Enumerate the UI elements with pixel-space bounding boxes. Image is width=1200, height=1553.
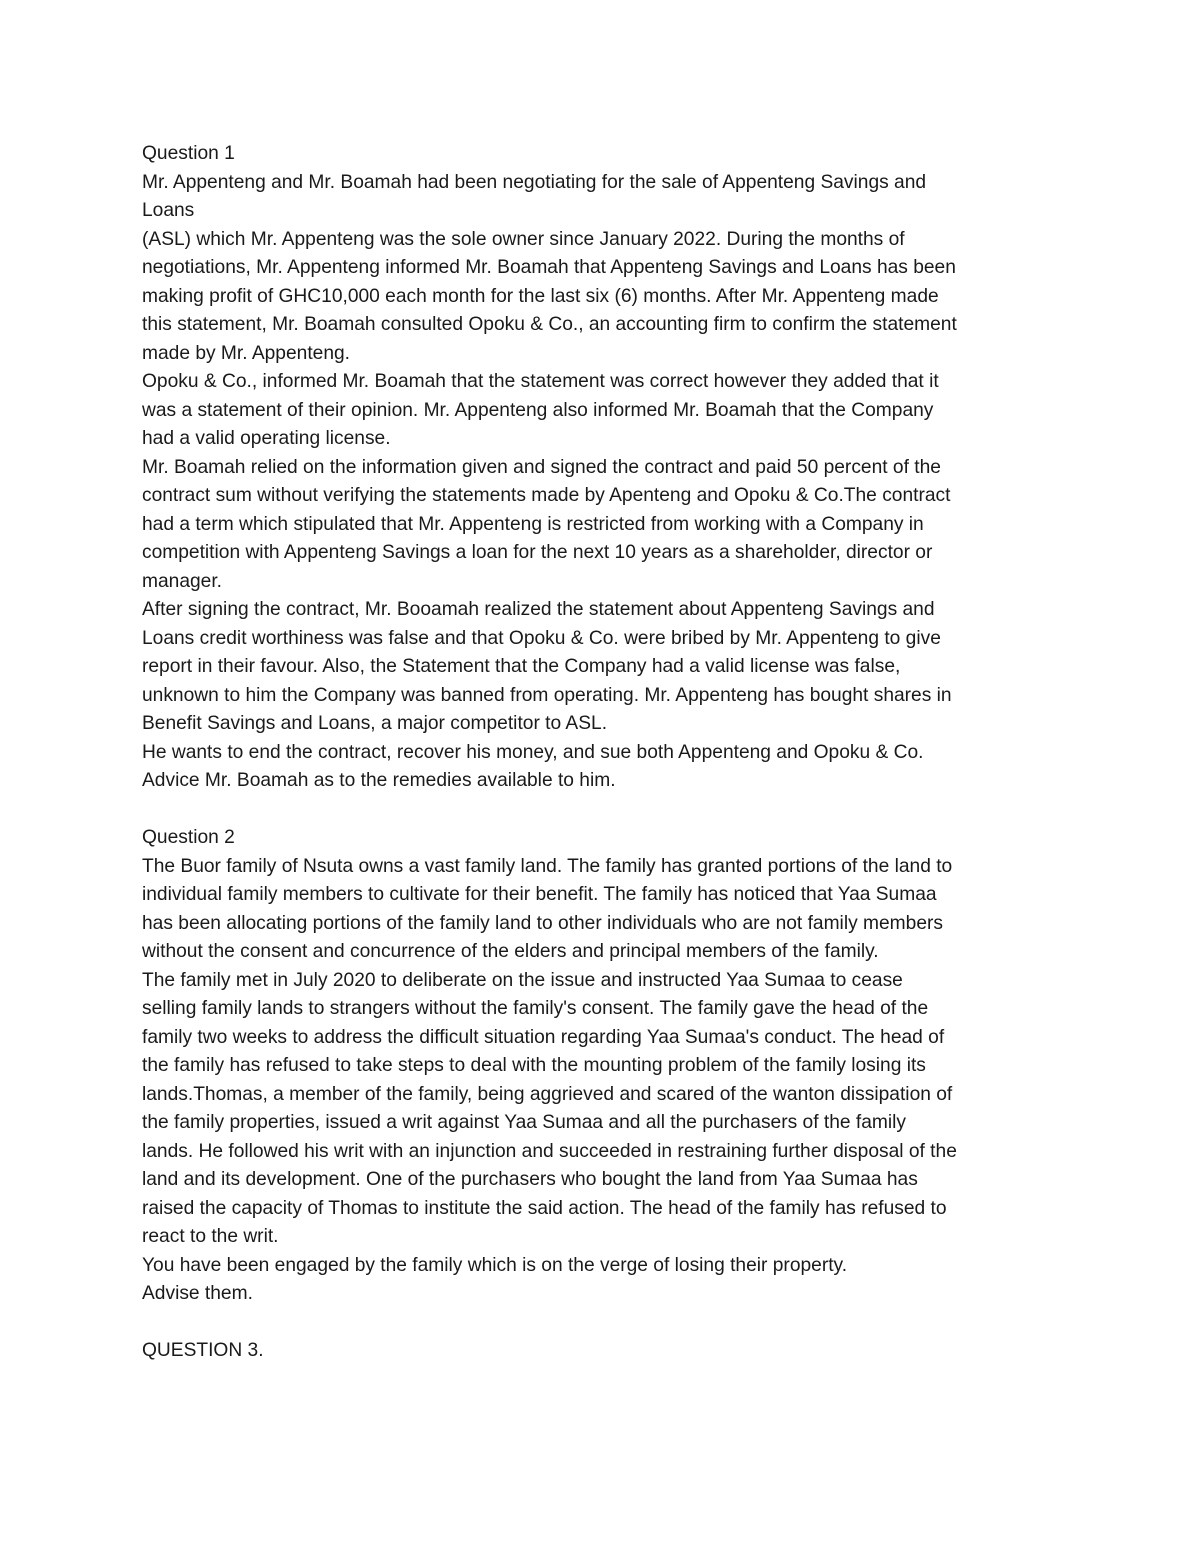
question-1-line: this statement, Mr. Boamah consulted Opoku & Co., an accounting firm to confirm the statement [142, 314, 957, 335]
question-2-heading: Question 2 [142, 827, 235, 848]
question-1-line: contract sum without verifying the statements made by Apenteng and Opoku & Co.The contract [142, 485, 951, 506]
question-2-line: The Buor family of Nsuta owns a vast family land. The family has granted portions of the land to [142, 855, 953, 877]
question-1-line: making profit of GHC10,000 each month for the last six (6) months. After Mr. Appenteng made [142, 285, 939, 307]
question-2-line: has been allocating portions of the family land to other individuals who are not family members [142, 912, 943, 934]
question-2-line: lands.Thomas, a member of the family, being aggrieved and scared of the wanton dissipation of [142, 1083, 953, 1105]
question-2-line: The family met in July 2020 to deliberate on the issue and instructed Yaa Sumaa to cease [142, 969, 903, 991]
question-1-line: Loans [142, 200, 195, 221]
question-1-line: After signing the contract, Mr. Booamah realized the statement about Appenteng Savings and [142, 599, 935, 620]
question-1-line: report in their favour. Also, the Statement that the Company had a valid license was false, [142, 656, 901, 677]
question-1-line: (ASL) which Mr. Appenteng was the sole owner since January 2022. During the months of [142, 228, 905, 250]
question-2-line: react to the writ. [142, 1226, 279, 1247]
document-body [142, 140, 1072, 1366]
question-1-line: Benefit Savings and Loans, a major competitor to ASL. [142, 713, 608, 734]
question-2-line: family two weeks to address the difficult situation regarding Yaa Sumaa's conduct. The head of [142, 1026, 945, 1048]
question-1-line: Opoku & Co., informed Mr. Boamah that the statement was correct however they added that it [142, 371, 939, 392]
question-2-text [142, 853, 1072, 1309]
question-1-line: made by Mr. Appenteng. [142, 342, 350, 364]
question-1-line: negotiations, Mr. Appenteng informed Mr. Boamah that Appenteng Savings and Loans has been [142, 257, 956, 278]
question-1-line: Advice Mr. Boamah as to the remedies available to him. [142, 770, 616, 791]
question-2-line: You have been engaged by the family which is on the verge of losing their property. [142, 1254, 848, 1276]
question-2-line: without the consent and concurrence of the elders and principal members of the family. [142, 941, 879, 962]
question-1-line: unknown to him the Company was banned from operating. Mr. Appenteng has bought shares in [142, 684, 952, 706]
question-1-line: had a valid operating license. [142, 428, 391, 449]
question-2-line: Advise them. [142, 1283, 253, 1304]
question-3-heading: QUESTION 3. [142, 1340, 264, 1361]
question-2-line: land and its development. One of the purchasers who bought the land from Yaa Sumaa has [142, 1169, 918, 1190]
question-2-line: the family has refused to take steps to deal with the mounting problem of the family losing its [142, 1055, 926, 1076]
paragraph-spacer [142, 1309, 1072, 1338]
question-1-text [142, 169, 1072, 796]
question-1-line: was a statement of their opinion. Mr. Appenteng also informed Mr. Boamah that the Company [142, 399, 934, 421]
question-1-line: manager. [142, 570, 223, 592]
question-2-line: raised the capacity of Thomas to institute the said action. The head of the family has refused to [142, 1197, 947, 1219]
paragraph-spacer [142, 796, 1072, 825]
question-2-line: the family properties, issued a writ against Yaa Sumaa and all the purchasers of the family [142, 1112, 906, 1133]
question-1-line: Mr. Boamah relied on the information given and signed the contract and paid 50 percent of the [142, 456, 941, 478]
question-1-heading: Question 1 [142, 143, 235, 164]
question-1-line: had a term which stipulated that Mr. Appenteng is restricted from working with a Company in [142, 513, 924, 535]
question-2-line: individual family members to cultivate for their benefit. The family has noticed that Yaa Sumaa [142, 884, 937, 905]
question-2-line: selling family lands to strangers without the family's consent. The family gave the head of the [142, 998, 929, 1019]
question-1-line: Loans credit worthiness was false and that Opoku & Co. were bribed by Mr. Appenteng to give [142, 627, 941, 649]
question-1-line: competition with Appenteng Savings a loan for the next 10 years as a shareholder, director or [142, 542, 933, 563]
question-2-line: lands. He followed his writ with an injunction and succeeded in restraining further disposal of the [142, 1140, 957, 1162]
question-1-line: He wants to end the contract, recover his money, and sue both Appenteng and Opoku & Co. [142, 741, 924, 763]
question-1-line: Mr. Appenteng and Mr. Boamah had been negotiating for the sale of Appenteng Savings and [142, 171, 927, 193]
